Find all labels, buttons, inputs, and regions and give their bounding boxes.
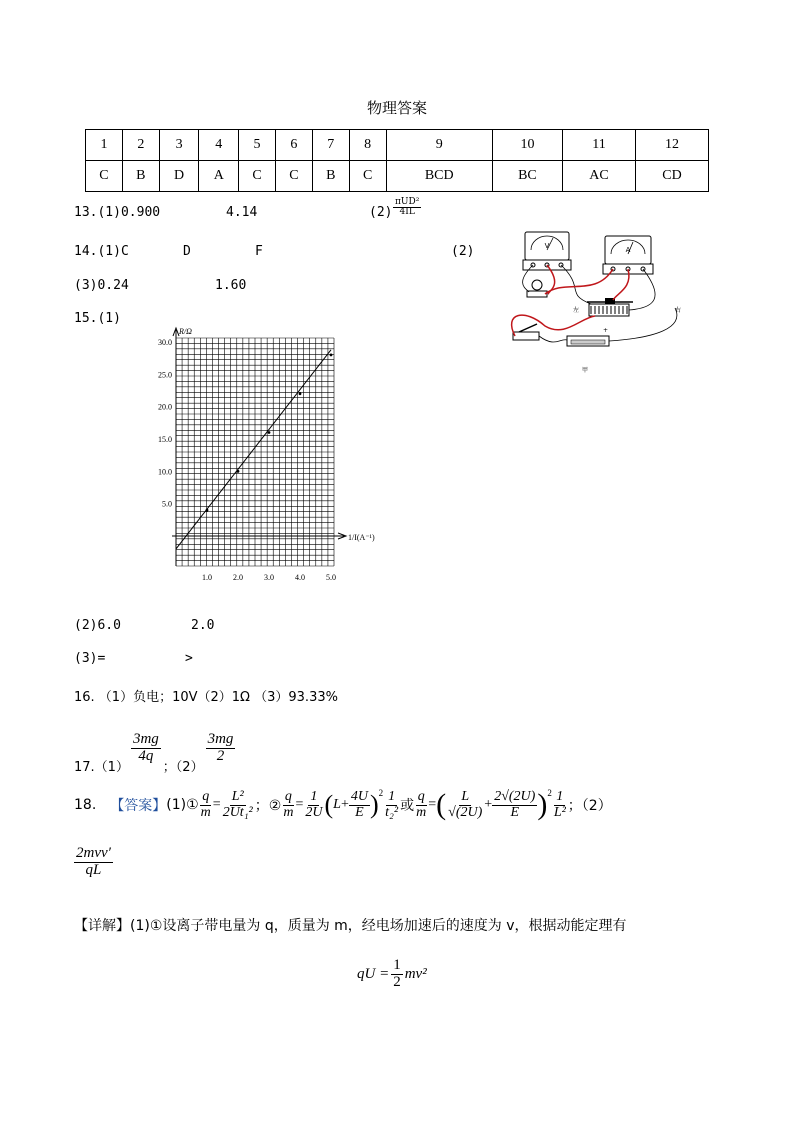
rheostat-left-label: 左 <box>573 307 580 314</box>
q16-answer: 16. （1）负电；10V（2）1Ω （3）93.33% <box>74 690 338 705</box>
chart-grid <box>176 338 334 566</box>
answer-table-number: 7 <box>312 130 349 161</box>
chart-ticks <box>158 338 336 582</box>
q18-f1c-den: m <box>416 804 427 820</box>
answer-table-number: 12 <box>635 130 708 161</box>
q17-answer <box>74 722 235 775</box>
x-axis-label: 1/I(A⁻¹) <box>348 533 375 542</box>
data-point <box>299 392 302 395</box>
circuit-caption: 甲 <box>582 367 589 374</box>
y-tick-label: 25.0 <box>158 370 172 380</box>
q15-part3-value2: > <box>185 651 193 666</box>
y-tick-label: 10.0 <box>158 467 172 477</box>
x-tick-label: 4.0 <box>295 573 305 582</box>
q14-part2-label: (2) <box>451 244 475 259</box>
answer-table-answer: AC <box>563 161 636 192</box>
detail-text: (1)①设离子带电量为 q，质量为 m，经电场加速后的速度为 v，根据动能定理有 <box>130 918 627 934</box>
q17-separator: ；（2） <box>162 760 204 775</box>
q18-f4-num: 4U <box>350 788 368 804</box>
q18-f1-num: q <box>202 788 210 804</box>
answer-table-answer: B <box>122 161 159 192</box>
data-point <box>330 354 333 357</box>
detail-eq-den: 2 <box>393 973 401 990</box>
q17-f1-num: 3mg <box>132 731 159 748</box>
answer-table-answer: C <box>349 161 386 192</box>
q18-part2-label: ；（2） <box>567 798 612 814</box>
q18-or: 或 <box>400 798 415 814</box>
rheostat <box>573 298 681 316</box>
q18-f2-num: L² <box>231 788 244 804</box>
q17-label: 17.（1） <box>74 760 129 775</box>
data-point <box>206 509 209 512</box>
q18-f1-den: m <box>200 804 211 820</box>
answer-table-number-row <box>86 130 709 161</box>
q18-answer-tag: 【答案】 <box>110 798 167 814</box>
q18-f7-den: E <box>510 804 520 820</box>
q18-f5-den: t₂² <box>385 804 399 820</box>
q18-f2-den: 2Ut₁² <box>222 804 253 820</box>
q13-part2-label: (2) <box>369 205 393 220</box>
q13-frac-den: 4IL <box>399 207 415 218</box>
bulb <box>527 280 547 297</box>
answer-table-answer: D <box>159 161 199 192</box>
data-point <box>268 431 271 434</box>
x-tick-label: 3.0 <box>264 573 274 582</box>
detail-line <box>74 915 627 935</box>
y-tick-label: 20.0 <box>158 402 172 412</box>
q18-f8-num: 1 <box>556 788 564 804</box>
detail-eq-left: qU = <box>357 965 390 982</box>
answer-table-number: 10 <box>492 130 562 161</box>
rheostat-right-label: 右 <box>675 307 682 314</box>
q15-part1: 15.(1) <box>74 311 121 326</box>
q18-part2-answer <box>74 846 113 879</box>
chart-series <box>176 350 332 549</box>
q14-choice2: D <box>183 244 191 259</box>
q18-f7-num: 2√(2U) <box>494 788 536 804</box>
voltmeter-label: V <box>544 242 550 250</box>
data-point <box>237 470 240 473</box>
q18-f6-den: √(2U) <box>448 804 483 820</box>
answer-table-answer-row <box>86 161 709 192</box>
q17-f2-num: 3mg <box>207 731 234 748</box>
page-title: 物理答案 <box>366 99 427 117</box>
q18-f3-num: 1 <box>310 788 318 804</box>
detail-head: 【详解】 <box>74 918 130 934</box>
circuit-diagram <box>505 228 700 378</box>
q18-f1c-num: q <box>417 788 425 804</box>
battery <box>567 327 609 346</box>
q18-label: 18. <box>74 797 97 813</box>
x-tick-label: 2.0 <box>233 573 243 582</box>
q18-last-num: 2mvv′ <box>76 845 111 861</box>
q17-f2-den: 2 <box>216 748 225 764</box>
q13-frac-num: πUD² <box>395 197 420 207</box>
voltmeter <box>523 232 571 270</box>
ammeter <box>603 236 653 274</box>
detail-eq-right: mv² <box>404 965 427 982</box>
detail-equation <box>357 958 427 991</box>
q13-part1: 13.(1)0.900 <box>74 205 161 220</box>
y-tick-label: 30.0 <box>158 338 172 347</box>
answer-table-answer: CD <box>635 161 708 192</box>
answer-table-answer: BC <box>492 161 562 192</box>
q18-f3-den: 2U <box>305 804 323 820</box>
fit-line <box>176 350 331 549</box>
q18-f1b-num: q <box>284 788 292 804</box>
answer-table-answer: A <box>199 161 239 192</box>
answer-table-answer: BCD <box>386 161 492 192</box>
answer-table-number: 8 <box>349 130 386 161</box>
q13-value2: 4.14 <box>226 205 258 220</box>
q13-fraction <box>393 198 421 218</box>
q18-part1-label: (1)① <box>166 797 199 813</box>
y-tick-label: 5.0 <box>162 499 172 509</box>
switch <box>513 324 539 340</box>
q18-f1b-den: m <box>283 804 294 820</box>
r-vs-inverse-current-chart <box>140 322 390 588</box>
q14-part1: 14.(1)C <box>74 244 129 259</box>
answer-table-number: 5 <box>239 130 276 161</box>
answer-table-number: 11 <box>563 130 636 161</box>
answer-table-number: 3 <box>159 130 199 161</box>
x-tick-label: 1.0 <box>202 573 212 582</box>
q18-semi1: ；② <box>254 798 282 814</box>
answer-table-number: 1 <box>86 130 123 161</box>
answer-table-answer: C <box>275 161 312 192</box>
answer-table-number: 6 <box>275 130 312 161</box>
q18-f8-den: L² <box>553 804 566 820</box>
q18-last-den: qL <box>85 861 102 878</box>
x-tick-label: 5.0 <box>326 573 336 582</box>
battery-plus-label: + <box>603 327 609 334</box>
q18-f6-num: L <box>461 788 470 804</box>
y-axis-label: R/Ω <box>179 327 192 336</box>
answer-table-answer: C <box>86 161 123 192</box>
detail-eq-num: 1 <box>393 957 401 973</box>
q15-part3: (3)= <box>74 651 106 666</box>
answer-table <box>85 129 709 192</box>
answer-table-answer: B <box>312 161 349 192</box>
q15-part2: (2)6.0 <box>74 618 121 633</box>
answer-table-number: 2 <box>122 130 159 161</box>
answer-table-number: 4 <box>199 130 239 161</box>
q18-f4-den: E <box>355 804 364 820</box>
answer-table-number: 9 <box>386 130 492 161</box>
q18-f5-num: 1 <box>388 788 396 804</box>
q14-part3: (3)0.24 <box>74 278 129 293</box>
ammeter-label: A <box>625 246 631 254</box>
q18-answer-line: 18. 【答案】 (1)① $\frac{q}{m}$ = $\frac{\text{L²}}{\text{2Ut₁²}}$ ；② $\frac{q}{m}$ = $\frac{1}{2U}$ ( L + $\frac{4U}{E}$ ) $^2$ $\frac{1}{\text{t₂²}}$ 或 $\frac{q}{m}$ = ( $\frac{L}{√(2U)}$ + $\frac{2√(2U)}{E}$ ) $^2$ $\frac{1}{\text{L²}}$ ；（2） <box>74 788 612 821</box>
q14-part3-value2: 1.60 <box>215 278 247 293</box>
q15-part2-value2: 2.0 <box>191 618 215 633</box>
q14-choice3: F <box>255 244 263 259</box>
q17-f1-den: 4q <box>138 748 154 764</box>
y-tick-label: 15.0 <box>158 435 172 444</box>
answer-table-answer: C <box>239 161 276 192</box>
